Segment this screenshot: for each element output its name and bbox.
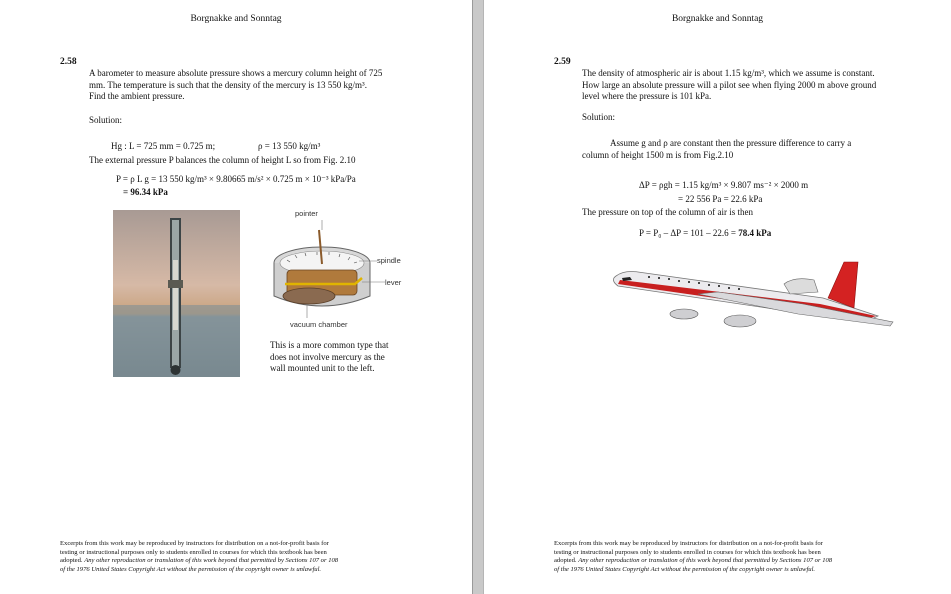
delta-p-result: = 22 556 Pa = 22.6 kPa: [678, 194, 763, 204]
pressure-equation: P = ρ L g = 13 550 kg/m³ × 9.80665 m/s² × 0.725 m × 10⁻³ kPa/Pa: [116, 174, 356, 184]
given-hg: Hg : L = 725 mm = 0.725 m;: [111, 141, 216, 151]
problem-number: 2.59: [554, 57, 571, 67]
problem-number: 2.58: [60, 57, 77, 67]
page-right: [484, 0, 951, 594]
statement-line: Find the ambient pressure.: [89, 91, 185, 101]
caption-line: wall mounted unit to the left.: [270, 363, 375, 373]
label-spindle: spindle: [377, 256, 401, 265]
aneroid-barometer-diagram: [267, 218, 407, 318]
label-vacuum-chamber: vacuum chamber: [290, 320, 348, 329]
statement-line: level where the pressure is 101 kPa.: [582, 91, 712, 101]
page-divider: [472, 0, 484, 594]
final-equation: [639, 228, 771, 240]
pressure-result: = 96.34 kPa: [123, 187, 168, 197]
statement-line: How large an absolute pressure will a pilot see when flying 2000 m above ground: [582, 79, 877, 90]
label-pointer: pointer: [295, 209, 318, 218]
barometer-photo: [113, 210, 240, 377]
assumption-text: [582, 138, 882, 161]
statement-line: The density of atmospheric air is about 1.15 kg/m³, which we assume is constant.: [582, 68, 875, 78]
solution-label: Solution:: [582, 112, 616, 122]
copyright-footer: [60, 540, 460, 574]
delta-p-equation: ΔP = ρgh = 1.15 kg/m³ × 9.807 ms⁻² × 2000 m: [639, 180, 809, 190]
footer-line: adopted.: [60, 557, 83, 565]
balance-text: The external pressure P balances the column of height L so from Fig. 2.10: [89, 155, 356, 165]
page-left: [0, 0, 472, 594]
problem-statement: [89, 68, 449, 103]
footer-line: of the 1976 United States Copyright Act without the permission of the copyright owner is unlawful.: [60, 565, 322, 573]
footer-line: Excerpts from this work may be reproduced by instructors for distribution on a not-for-profit basis for: [554, 540, 823, 547]
footer-line: Any other reproduction or translation of this work beyond that permitted by Sections 107 or 108: [84, 557, 339, 565]
solution-label: Solution:: [89, 115, 123, 125]
final-result: 78.4 kPa: [738, 228, 772, 238]
footer-line: of the 1976 United States Copyright Act without the permission of the copyright owner is unlawful.: [554, 565, 816, 573]
label-lever: lever: [385, 278, 402, 287]
statement-line: A barometer to measure absolute pressure shows a mercury column height of 725: [89, 68, 383, 78]
problem-statement: [582, 68, 942, 103]
airplane-illustration: [608, 258, 898, 336]
footer-line: adopted.: [554, 557, 577, 565]
assume-line: column of height 1500 m is from Fig.2.10: [582, 149, 734, 160]
given-rho: ρ = 13 550 kg/m³: [258, 141, 321, 151]
footer-line: Any other reproduction or translation of this work beyond that permitted by Sections 107 or 108: [578, 557, 833, 565]
caption-line: This is a more common type that: [270, 340, 389, 350]
caption-line: does not involve mercury as the: [270, 351, 385, 362]
page-header: Borgnakke and Sonntag: [671, 14, 764, 24]
figure-caption: [270, 340, 410, 375]
footer-line: testing or instructional purposes only to students enrolled in courses for which this textbook has been: [554, 548, 821, 556]
copyright-footer: [554, 540, 944, 574]
footer-line: Excerpts from this work may be reproduced by instructors for distribution on a not-for-profit basis for: [60, 540, 329, 547]
statement-line: mm. The temperature is such that the density of the mercury is 13 550 kg/m³.: [89, 79, 367, 90]
assume-line: Assume g and ρ are constant then the pressure difference to carry a: [610, 138, 852, 148]
final-equation-lhs: P = P₀ – ΔP = 101 – 22.6 =: [639, 228, 737, 238]
footer-line: testing or instructional purposes only to students enrolled in courses for which this textbook has been: [60, 548, 327, 556]
top-pressure-text: The pressure on top of the column of air is then: [582, 207, 753, 217]
page-header: Borgnakke and Sonntag: [190, 14, 282, 24]
